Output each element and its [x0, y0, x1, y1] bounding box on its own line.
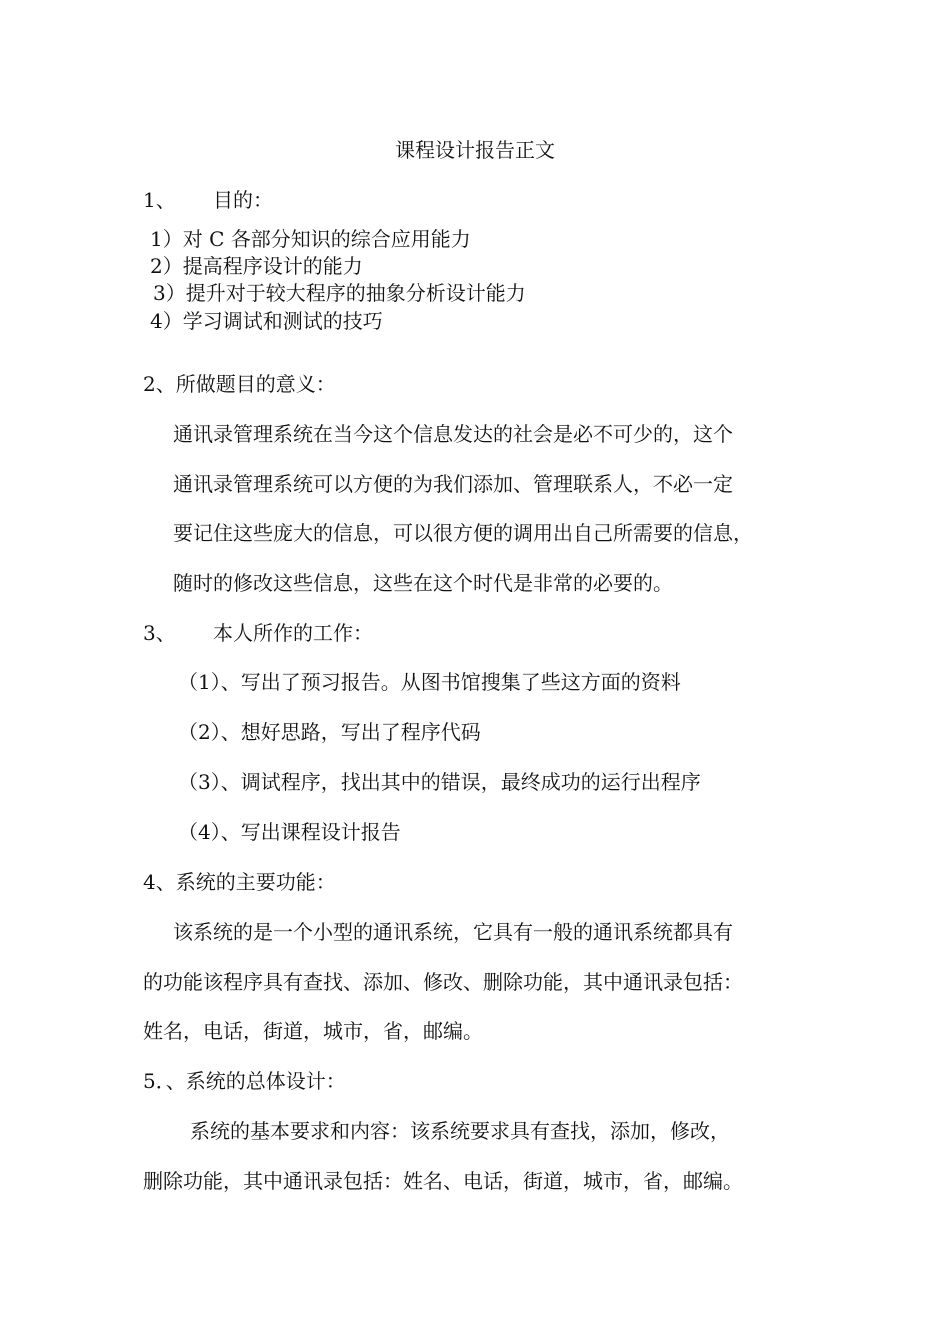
section-2-paragraph-line: 通讯录管理系统在当今这个信息发达的社会是必不可少的，这个: [173, 422, 733, 446]
section-2-paragraph-line: 随时的修改这些信息，这些在这个时代是非常的必要的。: [173, 571, 673, 595]
section-1-number: 1、: [143, 188, 176, 212]
section-3-heading: 本人所作的工作：: [213, 621, 373, 645]
section-4-paragraph-line: 该系统的是一个小型的通讯系统，它具有一般的通讯系统都具有: [173, 920, 733, 944]
section-1-item: 2）提高程序设计的能力: [150, 254, 363, 278]
section-4-heading: 4、系统的主要功能：: [143, 870, 336, 894]
document-title: 课程设计报告正文: [395, 138, 555, 162]
section-1-item: 4）学习调试和测试的技巧: [150, 309, 383, 333]
section-1-item: 1）对 C 各部分知识的综合应用能力: [150, 227, 471, 251]
section-2-paragraph-line: 要记住这些庞大的信息，可以很方便的调用出自己所需要的信息，: [173, 521, 753, 545]
section-3-item: （1）、写出了预习报告。从图书馆搜集了些这方面的资料: [178, 670, 681, 694]
section-3-item: （2）、想好思路，写出了程序代码: [178, 720, 481, 744]
section-1-heading: 目的：: [213, 188, 273, 212]
section-3-item: （3）、调试程序，找出其中的错误，最终成功的运行出程序: [178, 770, 701, 794]
section-2-heading: 2、所做题目的意义：: [143, 372, 336, 396]
section-2-paragraph-line: 通讯录管理系统可以方便的为我们添加、管理联系人，不必一定: [173, 472, 733, 496]
section-5-heading: 5．、系统的总体设计：: [143, 1069, 346, 1093]
section-3-number: 3、: [143, 621, 176, 645]
section-4-paragraph-line: 姓名，电话，街道，城市，省，邮编。: [143, 1019, 483, 1043]
section-1-item: 3）提升对于较大程序的抽象分析设计能力: [153, 281, 526, 305]
section-5-paragraph-line: 系统的基本要求和内容：该系统要求具有查找，添加，修改，: [190, 1119, 730, 1143]
section-4-paragraph-line: 的功能该程序具有查找、添加、修改、删除功能，其中通讯录包括：: [143, 970, 743, 994]
section-3-item: （4）、写出课程设计报告: [178, 820, 401, 844]
section-5-paragraph-line: 删除功能，其中通讯录包括：姓名、电话，街道，城市，省，邮编。: [143, 1169, 743, 1193]
